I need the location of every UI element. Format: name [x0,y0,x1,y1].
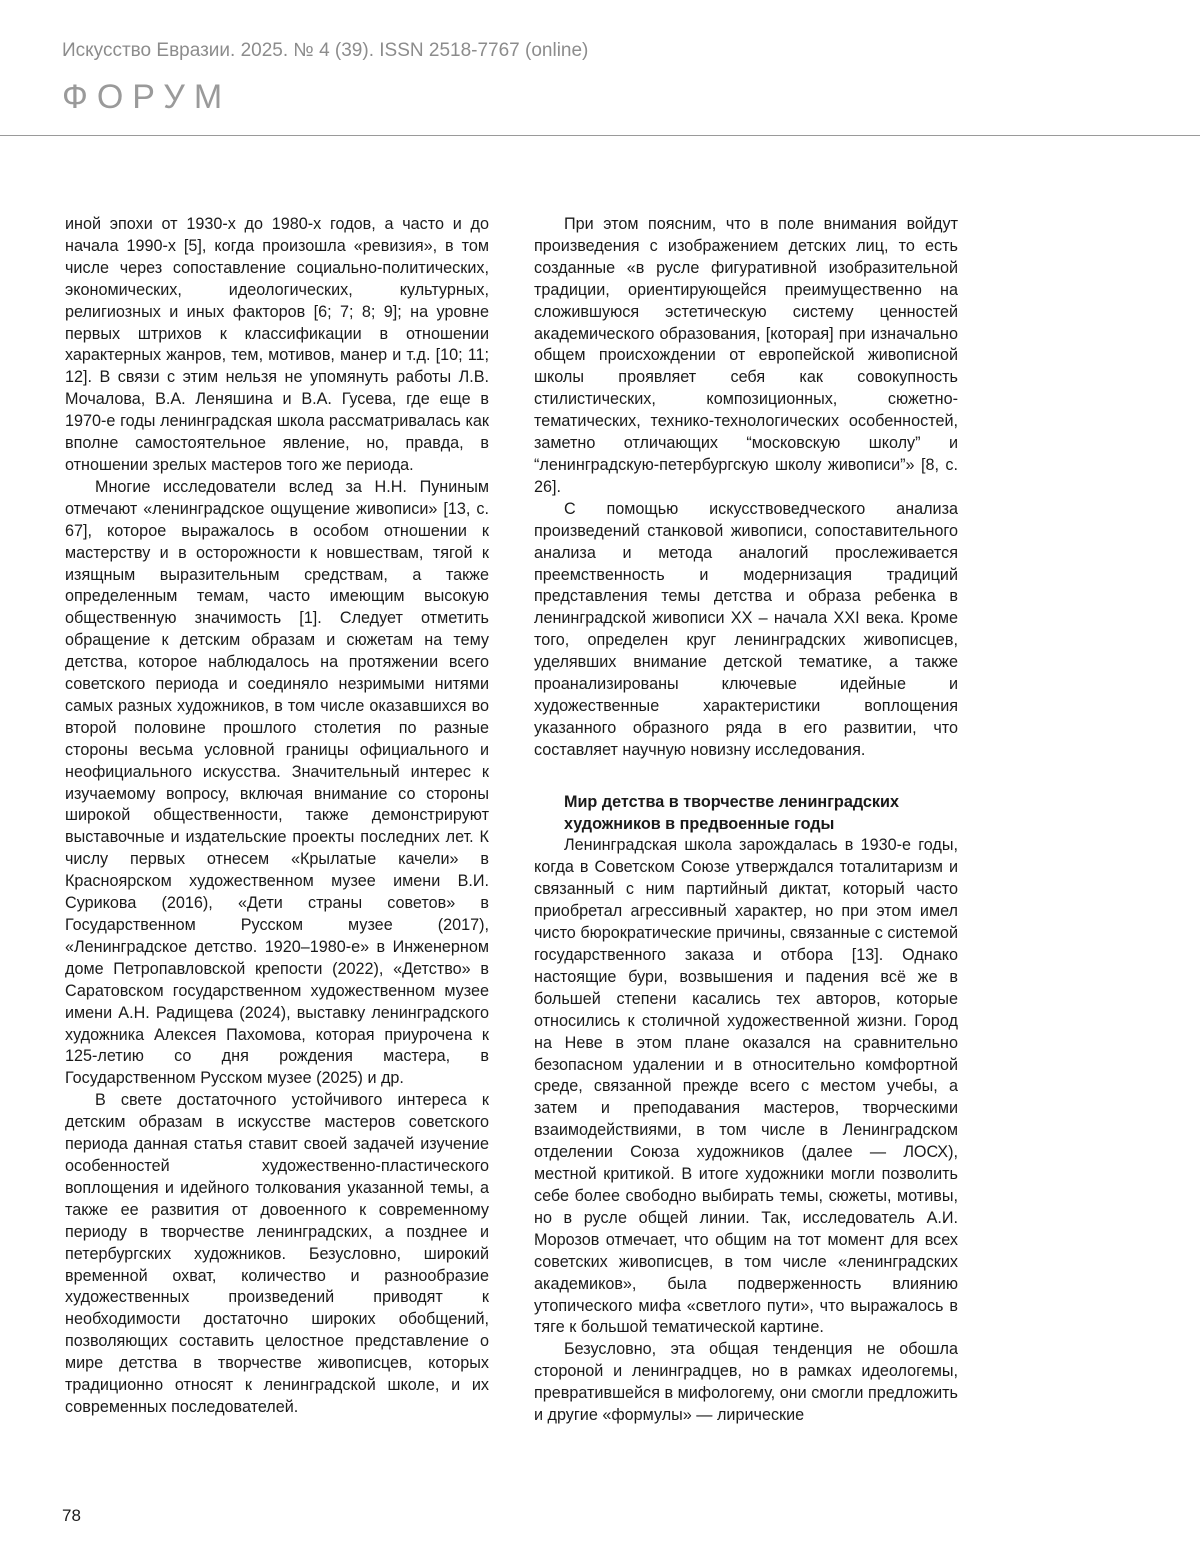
paragraph: Многие исследователи вслед за Н.Н. Пуниным отмечают «ленинградское ощущение живописи» [13, с. 67], которое выражалось в особом отношении к мастерству и в осторожности к новшествам, тягой к изящным выразительным средствам, а также определенным темам, часто имеющим высокую общественную значимость [1]. Следует отметить обращение к детским образам и сюжетам на тему детства, которое наблюдалось на протяжении всего советского периода и соединяло незримыми нитями самых разных художников, в том числе оказавшихся во второй половине прошлого столетия по разные стороны весьма условной границы официального и неофициального искусства. Значительный интерес к изучаемому вопросу, включая внимание со стороны широкой общественности, также демонстрируют выставочные и издательские проекты последних лет. К числу первых отнесем «Крылатые качели» в Красноярском художественном музее имени В.И. Сурикова (2016), «Дети страны советов» в Государственном Русском музее (2017), «Ленинградское детство. 1920–1980-е» в Инженерном доме Петропавловской крепости (2022), «Детство» в Саратовском государственном художественном музее имени А.Н. Радищева (2024), выставку ленинградского художника Алексея Пахомова, которая приурочена к 125-летию со дня рождения мастера, в Государственном Русском музее (2025) и др. [65,477,489,1088]
paragraph: При этом поясним, что в поле внимания войдут произведения с изображением детских лиц, то есть созданные «в русле фигуративной изобразительной традиции, ориентирующейся преимущественно на сложившуюся эстетическую систему ценностей академического образования, [которая] при изначально общем происхождении от европейской живописной школы проявляет себя как совокупность стилистических, композиционных, сюжетно-тематических, технико-технологических особенностей, заметно отличающих “московскую школу” и “ленинградскую-петербургскую школу живописи”» [8, с. 26]. [534,215,958,496]
page-number: 78 [62,1506,81,1525]
paragraph: В свете достаточного устойчивого интереса к детским образам в искусстве мастеров советского периода данная статья ставит своей задачей изучение особенностей художественно-пластического воплощения и идейного толкования указанной темы, а также ее развития от довоенного к современному периоду в творчестве ленинградских, а позднее и петербургских художников. Безусловно, широкий временной охват, количество и разнообразие художественных произведений приводят к необходимости достаточно широких обобщений, позволяющих составить целостное представление о мире детства в творчестве живописцев, которых традиционно относят к ленинградской школе, и их современных последователей. [65,1091,489,1416]
section-title: ФОРУМ [62,78,232,116]
header-divider [0,135,1200,136]
paragraph: Безусловно, эта общая тенденция не обошла стороной и ленинградцев, но в рамках идеологемы, превратившейся в мифологему, они смогли предложить и другие «формулы» — лирические [534,1340,958,1425]
journal-header: Искусство Евразии. 2025. № 4 (39). ISSN 2518-7767 (online) [62,40,589,61]
right-column [534,214,958,1427]
section-heading: Мир детства в творчестве ленинградских художников в предвоенные годы [564,792,899,833]
paragraph: иной эпохи от 1930-х до 1980-х годов, а часто и до начала 1990-х [5], когда произошла «ревизия», в том числе через сопоставление социально-политических, экономических, идеологических, культурных, религиозных и иных факторов [6; 7; 8; 9]; на уровне первых штрихов к классификации в отношении характерных жанров, тем, мотивов, манер и т.д. [10; 11; 12]. В связи с этим нельзя не упомянуть работы Л.В. Мочалова, В.А. Леняшина и В.А. Гусева, где еще в 1970-е годы ленинградская школа рассматривалась как вполне самостоятельное явление, но, правда, в отношении зрелых мастеров того же периода. [65,215,489,474]
paragraph: С помощью искусствоведческого анализа произведений станковой живописи, сопоставительного анализа и метода аналогий прослеживается преемственность и модернизация традиций представления темы детства и образа ребенка в ленинградской живописи XX – начала XXI века. Кроме того, определен круг ленинградских живописцев, уделявших внимание детской тематике, а также проанализированы ключевые идейные и художественные характеристики воплощения указанного образного ряда в его развитии, что составляет научную новизну исследования. [534,499,958,759]
left-column [65,214,489,1419]
paragraph: Ленинградская школа зарождалась в 1930-е годы, когда в Советском Союзе утверждался тоталитаризм и связанный с ним партийный диктат, который часто приобретал агрессивный характер, но при этом имел чисто бюрократические причины, связанные с системой государственного заказа и отбора [13]. Однако настоящие бури, возвышения и падения всё же в большей степени касались тех авторов, которые относились к столичной художественной жизни. Город на Неве в этом плане оказался на сравнительно безопасном удалении и в относительно комфортной среде, связанной прежде всего с местом учебы, а затем и преподавания мастеров, творческими взаимодействиями, в том числе в Ленинградском отделении Союза художников (далее — ЛОСХ), местной критикой. В итоге художники могли позволить себе более свободно выбирать темы, сюжеты, мотивы, но в русле общей линии. Так, исследователь А.И. Морозов отмечает, что общим на тот момент для всех советских живописцев, в том числе «ленинградских академиков», была подверженность влиянию утопического мифа «светлого пути», что выражалось в тяге к большой тематической картине. [534,836,958,1337]
